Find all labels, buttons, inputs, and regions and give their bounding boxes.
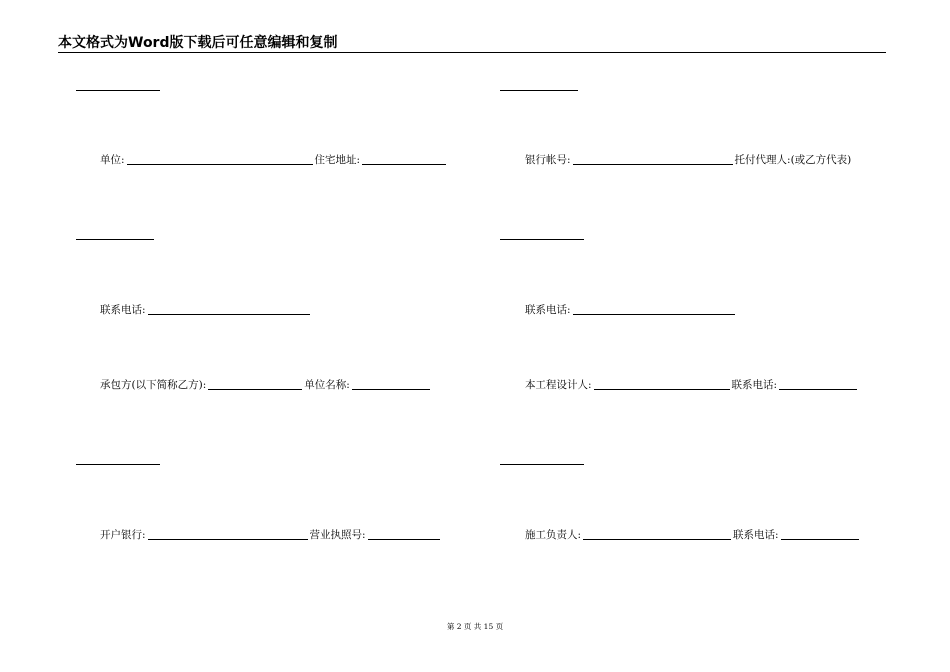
unit-name-blank[interactable] bbox=[352, 379, 430, 390]
phone-blank[interactable] bbox=[573, 304, 735, 315]
business-license-label: 营业执照号: bbox=[309, 529, 366, 541]
page-header-title: 本文格式为Word版下载后可任意编辑和复制 bbox=[58, 35, 338, 51]
header-divider bbox=[58, 52, 886, 53]
field-row-bank-account bbox=[525, 154, 851, 166]
signature-line bbox=[76, 464, 160, 465]
field-row-designer bbox=[525, 379, 859, 391]
phone-label: 联系电话: bbox=[100, 304, 146, 316]
unit-blank[interactable] bbox=[127, 154, 313, 165]
phone-label: 联系电话: bbox=[733, 529, 779, 541]
phone-label: 联系电话: bbox=[525, 304, 571, 316]
signature-line bbox=[500, 90, 578, 91]
contractor-blank[interactable] bbox=[208, 379, 302, 390]
bank-account-blank[interactable] bbox=[573, 154, 733, 165]
business-license-blank[interactable] bbox=[368, 529, 440, 540]
field-row-unit bbox=[100, 154, 448, 166]
entrusted-agent-label: 托付代理人:(或乙方代表) bbox=[734, 154, 852, 166]
residence-address-label: 住宅地址: bbox=[314, 154, 361, 166]
field-row-construction-manager bbox=[525, 529, 861, 541]
contractor-label: 承包方(以下简称乙方): bbox=[100, 379, 207, 391]
designer-label: 本工程设计人: bbox=[525, 379, 592, 391]
signature-line bbox=[76, 239, 154, 240]
bank-name-label: 开户银行: bbox=[100, 529, 146, 541]
field-row-contractor bbox=[100, 379, 432, 391]
field-row-phone-left bbox=[100, 304, 312, 316]
phone-label: 联系电话: bbox=[731, 379, 778, 391]
phone-blank[interactable] bbox=[148, 304, 310, 315]
field-row-bank-name bbox=[100, 529, 442, 541]
signature-line bbox=[500, 239, 584, 240]
page-number: 第 2 页 共 15 页 bbox=[446, 622, 504, 631]
phone-blank[interactable] bbox=[781, 529, 859, 540]
signature-line bbox=[500, 464, 584, 465]
construction-manager-blank[interactable] bbox=[583, 529, 731, 540]
bank-name-blank[interactable] bbox=[148, 529, 308, 540]
unit-name-label: 单位名称: bbox=[304, 379, 350, 391]
unit-label: 单位: bbox=[100, 154, 125, 166]
phone-blank[interactable] bbox=[779, 379, 857, 390]
signature-line bbox=[76, 90, 160, 91]
bank-account-label: 银行帐号: bbox=[525, 154, 571, 166]
designer-blank[interactable] bbox=[594, 379, 730, 390]
construction-manager-label: 施工负责人: bbox=[525, 529, 582, 541]
field-row-phone-right bbox=[525, 304, 737, 316]
residence-address-blank[interactable] bbox=[362, 154, 446, 165]
